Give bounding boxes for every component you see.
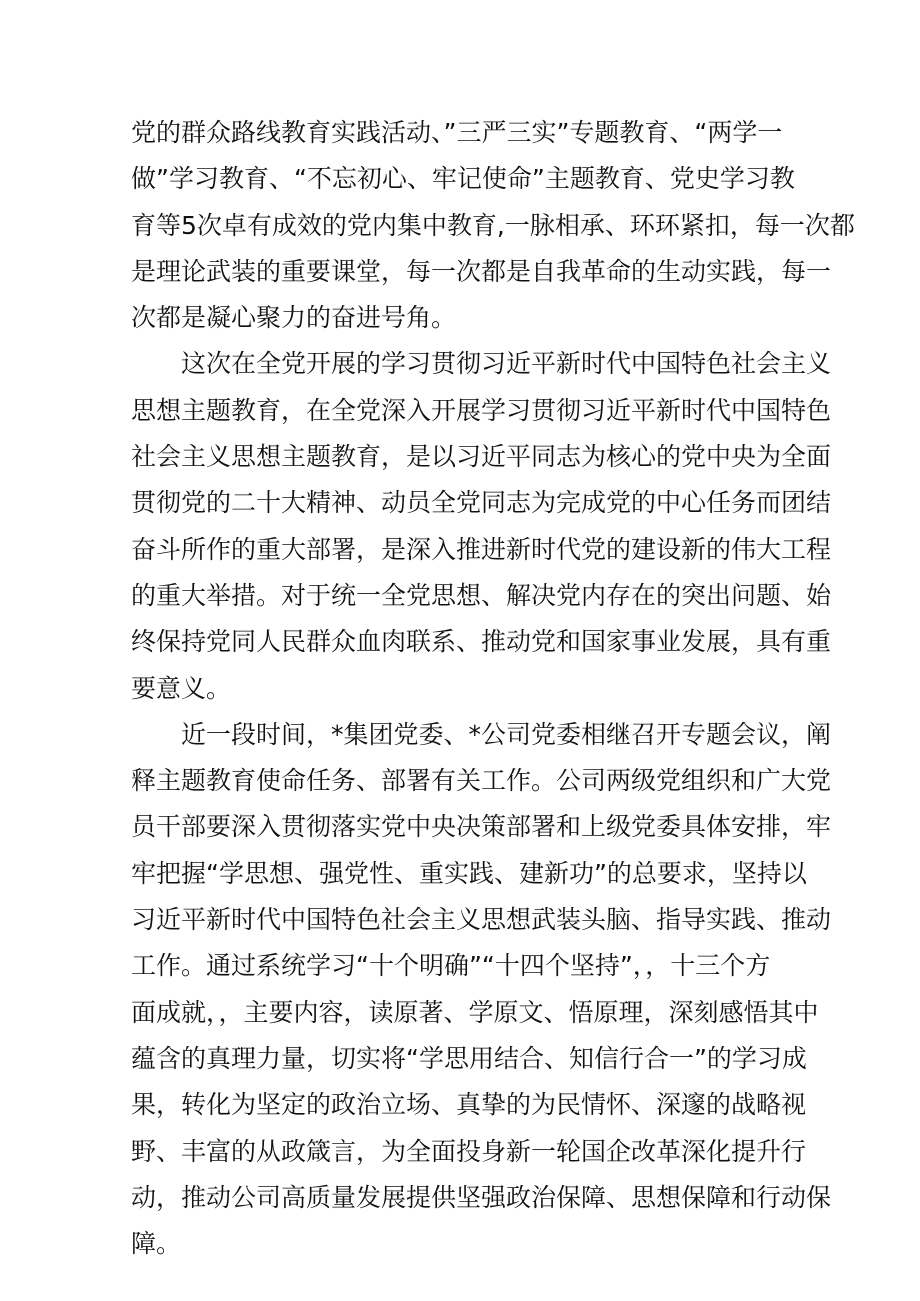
text-line: 终保持党同人民群众血肉联系、推动党和国家事业发展，具有重 — [131, 627, 832, 657]
text-line: 次都是凝心聚力的奋进号角。 — [131, 303, 457, 333]
text-line: 野、丰富的从政箴言，为全面投身新一轮国企改革深化提升行 — [131, 1136, 807, 1166]
text-line: 要意义。 — [131, 673, 232, 703]
text-line: 近一段时间，*集团党委、*公司党委相继召开专题会议，阐 — [181, 719, 832, 749]
text-line: 思想主题教育，在全党深入开展学习贯彻习近平新时代中国特色 — [131, 395, 832, 425]
document-body — [131, 110, 855, 1267]
text-line: 障。 — [131, 1229, 182, 1259]
text-line: 这次在全党开展的学习贯彻习近平新时代中国特色社会主义 — [181, 349, 832, 379]
text-line: 育等5次卓有成效的党内集中教育,一脉相承、环环紧扣，每一次都 — [131, 210, 855, 240]
text-line: 蕴含的真理力量，切实将“学思用结合、知信行合一”的学习成 — [131, 1043, 807, 1073]
text-line: 习近平新时代中国特色社会主义思想武装头脑、指导实践、推动 — [131, 905, 832, 935]
paragraph-1 — [131, 110, 855, 341]
text-line: 是理论武装的重要课堂，每一次都是自我革命的生动实践，每一 — [131, 256, 832, 286]
paragraph-3 — [131, 712, 832, 1268]
text-line: 党的群众路线教育实践活动、”三严三实”专题教育、“两学一 — [131, 118, 783, 147]
text-line: 贯彻党的二十大精神、动员全党同志为完成党的中心任务而团结 — [131, 488, 832, 518]
paragraph-2 — [131, 341, 832, 711]
text-line: 做”学习教育、“不忘初心、牢记使命”主题教育、党史学习教 — [131, 164, 795, 194]
text-line: 动，推动公司高质量发展提供坚强政治保障、思想保障和行动保 — [131, 1182, 832, 1212]
text-line: 的重大举措。对于统一全党思想、解决党内存在的突出问题、始 — [131, 580, 832, 610]
text-line: 牢把握“学思想、强党性、重实践、建新功”的总要求，坚持以 — [131, 858, 807, 888]
text-line: 面成就，，主要内容，读原著、学原文、悟原理，深刻感悟其中 — [131, 997, 819, 1027]
text-line: 社会主义思想主题教育，是以习近平同志为核心的党中央为全面 — [131, 442, 832, 472]
text-line: 工作。通过系统学习“十个明确”“十四个坚持”，，十三个方 — [131, 951, 771, 981]
text-line: 果，转化为坚定的政治立场、真挚的为民情怀、深邃的战略视 — [131, 1090, 807, 1120]
text-line: 员干部要深入贯彻落实党中央决策部署和上级党委具体安排，牢 — [131, 812, 832, 842]
text-line: 释主题教育使命任务、部署有关工作。公司两级党组织和广大党 — [131, 766, 832, 796]
text-line: 奋斗所作的重大部署，是深入推进新时代党的建设新的伟大工程 — [131, 534, 832, 564]
